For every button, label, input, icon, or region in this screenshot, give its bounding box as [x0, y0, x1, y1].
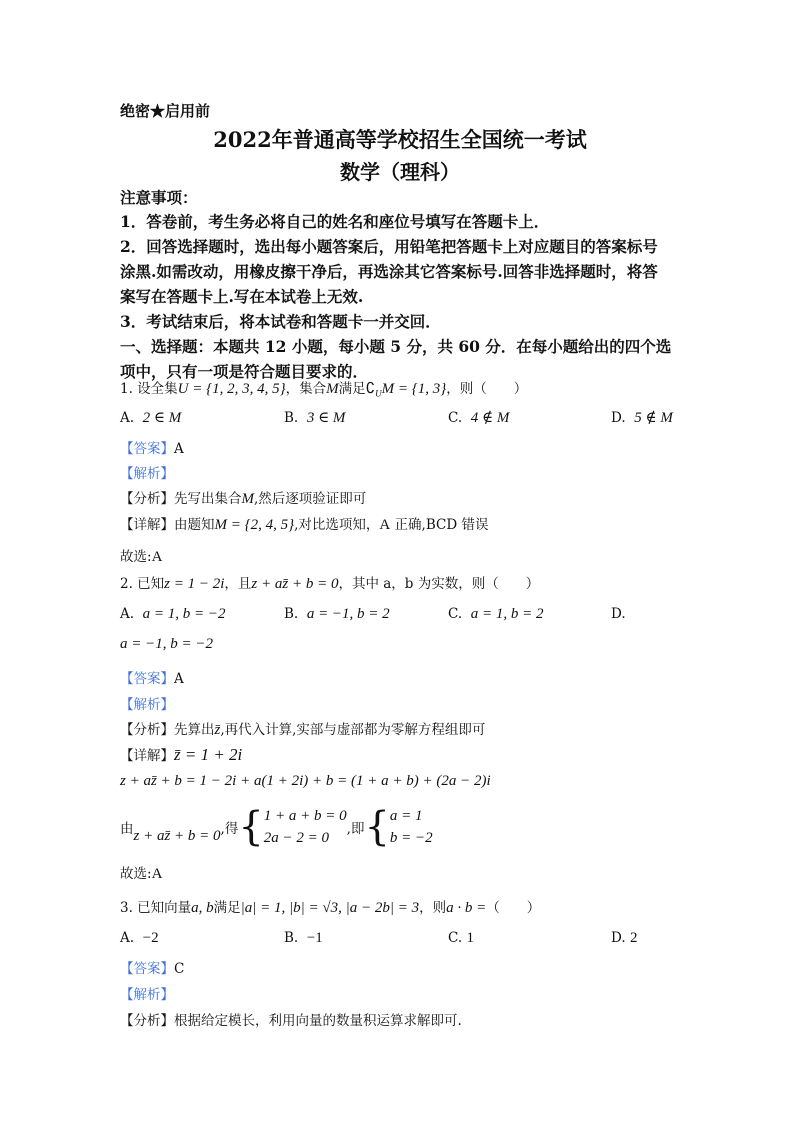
notice-line-2c: 案写在答题卡上.写在本试卷上无效.: [120, 287, 364, 306]
q1-detail-text: 由题知: [174, 517, 215, 533]
q1-analysis: 【解析】: [120, 466, 174, 482]
q2-system-2: [390, 805, 433, 849]
q1-mid: ，集合: [285, 381, 327, 397]
q1-fenxi: 【分析】先写出集合M,然后逐项验证即可: [120, 491, 367, 507]
q2-fenxi: 【分析】先算出z̄,再代入计算,实部与虚部都为零解方程组即可: [120, 722, 486, 738]
q1-option-b-label: B.: [284, 410, 299, 426]
q1-fenxi-label: 分析: [133, 491, 161, 507]
q2-mid: ，且: [224, 576, 252, 592]
q2-option-c: [448, 606, 543, 623]
exam-title: 2022年普通高等学校招生全国统一考试: [213, 127, 587, 152]
q2-choose-value: A: [151, 866, 163, 882]
q1-set-u: U = {1, 2, 3, 4, 5}: [177, 381, 286, 397]
notice-line-2a: 2．回答选择题时，选出每小题答案后，用铅笔把答题卡上对应题目的答案标号: [120, 237, 658, 256]
q3-mid: 满足: [213, 900, 241, 916]
question-1-stem: [120, 370, 527, 405]
q3-option-c: [448, 930, 474, 947]
q2-system-1: [264, 805, 347, 849]
q2-detail-label: 详解: [133, 748, 161, 764]
q1-choose-value: A: [151, 549, 163, 565]
q2-from: 由: [120, 821, 134, 837]
q2-z-def: z = 1 − 2i: [164, 576, 225, 592]
q2-sys1a: 1 + a + b = 0: [263, 808, 347, 824]
q1-tail: ，则（ ）: [446, 381, 528, 397]
q2-option-a-label: A.: [120, 606, 135, 622]
q1-option-c-label: C.: [448, 410, 463, 426]
q2-detail: 【详解】z̄ = 1 + 2i: [120, 745, 243, 764]
q2-analysis: 【解析】: [120, 697, 174, 713]
q3-analysis-label: 解析: [133, 987, 161, 1003]
q1-option-d: [611, 408, 673, 427]
q2-expand: [120, 770, 491, 790]
notice-line-2b: 涂黑.如需改动，用橡皮擦干净后，再选涂其它答案标号.回答非选择题时，将答: [120, 262, 658, 281]
q2-system-row: [120, 800, 433, 854]
q1-answer: 【答案】A: [120, 441, 184, 457]
notice-line-1: 1．答卷前，考生务必将自己的姓名和座位号填写在答题卡上．: [120, 212, 550, 231]
q1-choose-label: 故选:: [120, 549, 152, 565]
q2-fenxi-label: 分析: [133, 722, 161, 738]
q1-option-d-value: 5 ∉ M: [634, 410, 673, 426]
q3-fenxi-label: 分析: [133, 1013, 161, 1029]
q3-option-b: [284, 930, 323, 947]
q1-answer-label: 答案: [133, 441, 161, 457]
secret-mark: 绝密★启用前: [120, 102, 211, 120]
section-heading-a: 一、选择题：本题共 12 小题，每小题 5 分，共 60 分．在每小题给出的四个选: [120, 337, 672, 356]
q1-fenxi-m: M: [241, 491, 254, 507]
q2-option-a-value: a = 1, b = −2: [142, 606, 226, 622]
q2-option-c-value: a = 1, b = 2: [470, 606, 544, 622]
q2-option-d-value: a = −1, b = −2: [120, 636, 213, 652]
q2-prefix: 2. 已知: [120, 576, 165, 592]
q1-m: M: [326, 381, 339, 397]
q1-option-a-label: A.: [120, 410, 135, 426]
q2-tail: ，其中 a，b 为实数，则（ ）: [338, 576, 540, 592]
exam-subtitle: 数学（理科）: [340, 160, 460, 184]
q2-analysis-label: 解析: [133, 697, 161, 713]
q2-ie: ,即: [346, 821, 365, 837]
q1-complement: ∁: [365, 381, 376, 397]
q2-brace-1: {: [238, 804, 264, 850]
q1-option-b-value: 3 ∈ M: [306, 410, 346, 426]
q3-option-b-label: B.: [284, 930, 299, 946]
q2-choose-label: 故选:: [120, 866, 152, 882]
q2-option-d: [120, 636, 213, 653]
q1-detail-label: 详解: [133, 517, 161, 533]
q1-fenxi-text: 先写出集合: [174, 491, 242, 507]
q2-choose: [120, 862, 162, 883]
q3-answer: 【答案】C: [120, 961, 185, 977]
q3-fenxi-text: 根据给定模长，利用向量的数量积运算求解即可.: [174, 1013, 462, 1029]
q1-option-a: [120, 408, 181, 427]
q1-choose: [120, 545, 162, 566]
q2-option-b-label: B.: [284, 606, 299, 622]
q1-cond: M = {1, 3}: [381, 381, 447, 397]
q1-fenxi-rest: ,然后逐项验证即可: [254, 491, 367, 507]
q2-option-b: [284, 606, 390, 623]
q1-option-c-value: 4 ∉ M: [470, 410, 510, 426]
q3-option-a-value: −2: [142, 930, 159, 946]
q1-option-b: [284, 408, 345, 427]
q2-eq: z + az̄ + b = 0: [251, 576, 339, 592]
q2-fenxi-text: 先算出: [174, 722, 215, 738]
q1-prefix: 1. 设全集: [120, 381, 178, 397]
q3-option-b-value: −1: [306, 930, 323, 946]
q3-option-a: [120, 930, 159, 947]
notice-heading: 注意事项：: [120, 188, 198, 207]
q3-tail: （ ）: [486, 900, 541, 916]
q2-detail-math: z̄ = 1 + 2i: [174, 745, 243, 764]
q1-option-d-label: D.: [611, 410, 626, 426]
q2-sys2b: b = −2: [389, 830, 433, 846]
q2-sys2a: a = 1: [389, 808, 423, 824]
q2-expand-text: z + az̄ + b = 1 − 2i + a(1 + 2i) + b = (1 + a + b) + (2a − 2)i: [120, 773, 491, 789]
q3-dot: a · b =: [446, 900, 487, 916]
q2-from-eq: z + az̄ + b = 0: [133, 827, 221, 844]
q1-detail-rest: ,对比选项知，: [294, 517, 380, 533]
q3-option-c-label: C.: [448, 930, 463, 946]
q2-sys1b: 2a − 2 = 0: [263, 830, 330, 846]
q1-analysis-label: 解析: [133, 466, 161, 482]
q2-option-d-label: D.: [611, 606, 626, 622]
q1-detail-math: M = {2, 4, 5}: [214, 517, 295, 533]
q2-option-a: [120, 606, 226, 623]
q3-vecs: a, b: [191, 900, 214, 916]
q3-analysis: 【解析】: [120, 987, 174, 1003]
q3-answer-value: C: [174, 961, 185, 977]
q2-brace-2: {: [364, 804, 390, 850]
q2-option-b-value: a = −1, b = 2: [306, 606, 390, 622]
q3-option-a-label: A.: [120, 930, 135, 946]
section-heading-b: 项中，只有一项是符合题目要求的．: [120, 362, 369, 381]
q3-option-d: [611, 930, 637, 947]
q1-detail-rest2: 正确,BCD 错误: [390, 517, 489, 533]
question-2-stem: [120, 572, 539, 593]
q3-answer-label: 答案: [133, 961, 161, 977]
q1-detail: 【详解】由题知M = {2, 4, 5},对比选项知，A 正确,BCD 错误: [120, 517, 489, 533]
q2-answer-value: A: [174, 671, 184, 687]
q3-prefix: 3. 已知向量: [120, 900, 192, 916]
q2-get: ,得: [220, 821, 239, 837]
q2-option-c-label: C.: [448, 606, 463, 622]
q3-option-d-label: D.: [611, 930, 626, 946]
q1-complement-sub: U: [375, 388, 382, 399]
question-3-stem: [120, 896, 540, 917]
q1-option-c: [448, 408, 509, 427]
q2-fenxi-rest: ,再代入计算,实部与虚部都为零解方程组即可: [220, 722, 486, 738]
q1-mid2: 满足: [338, 381, 366, 397]
q3-cond: |a| = 1, |b| = √3, |a − 2b| = 3: [240, 900, 420, 916]
q1-detail-a: A: [379, 517, 391, 533]
q1-option-a-value: 2 ∈ M: [142, 410, 182, 426]
q2-fenxi-z: z̄: [214, 722, 221, 738]
q3-option-d-value: 2: [629, 930, 638, 946]
notice-line-3: 3．考试结束后，将本试卷和答题卡一并交回．: [120, 312, 441, 331]
q1-answer-value: A: [174, 441, 184, 457]
q3-tail-pre: ，则: [419, 900, 447, 916]
q2-answer-label: 答案: [133, 671, 161, 687]
q3-fenxi: 【分析】根据给定模长，利用向量的数量积运算求解即可.: [120, 1013, 462, 1029]
q2-answer: 【答案】A: [120, 671, 184, 687]
q3-option-c-value: 1: [466, 930, 474, 946]
